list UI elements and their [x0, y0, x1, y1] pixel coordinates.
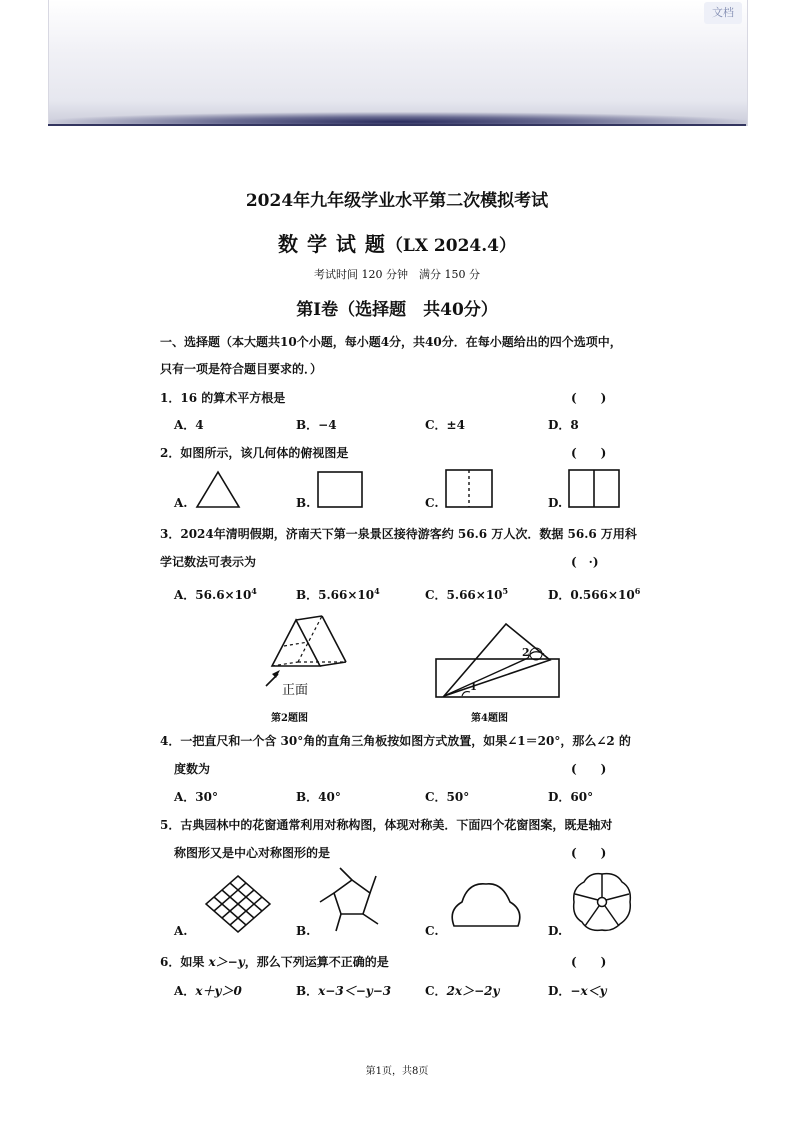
q3-option-a	[174, 586, 257, 603]
q2-option-a: A.	[174, 496, 188, 510]
q6-answer-bracket: ( )	[571, 955, 607, 969]
q6-option-c-math: 2x＞−2y	[446, 984, 500, 998]
q3-option-a-exp: 4	[251, 586, 257, 596]
scan-header-band	[48, 0, 748, 126]
q5-option-d: D.	[548, 924, 563, 938]
q3-option-c-exp: 5	[502, 586, 509, 596]
q2-option-c-rect-dashed	[444, 468, 496, 510]
exam-time-info: 考试时间 120 分钟 满分 150 分	[314, 268, 480, 281]
q1-answer-bracket: ( )	[571, 391, 607, 405]
q2-option-d: D.	[548, 496, 563, 510]
q3-option-d	[548, 586, 640, 603]
exam-title: 2024年九年级学业水平第二次模拟考试	[245, 191, 549, 211]
q6-option-b-letter: B．	[296, 984, 319, 998]
q1-option-a: A．4	[174, 418, 204, 432]
q3-stem-line2: 学记数法可表示为	[160, 555, 257, 569]
q3-option-a-base: A．56.6×10	[174, 588, 252, 602]
scan-edge	[48, 124, 746, 126]
q3-stem-line1: 3．2024年清明假期，济南天下第一泉景区接待游客约 56.6 万人次．数据 56.6 万用科	[160, 527, 637, 541]
q3-option-d-exp: 6	[634, 586, 641, 596]
fig2-front-label: 正面	[282, 683, 309, 698]
q6-stem	[160, 953, 389, 970]
q3-option-b-exp: 4	[374, 586, 380, 596]
q5-answer-bracket: ( )	[571, 846, 607, 860]
q3-answer-bracket: ( ·)	[571, 555, 599, 569]
section-heading-line2: 只有一项是符合题目要求的．）	[160, 362, 323, 376]
q6-option-d-math: −x＜y	[570, 984, 607, 998]
q5-stem-line1: 5．古典园林中的花窗通常利用对称构图，体现对称美．下面四个花窗图案，既是轴对	[160, 818, 613, 832]
q6-option-c-letter: C．	[425, 984, 447, 998]
q4-option-c: C．50°	[425, 790, 470, 804]
q6-option-b	[296, 982, 391, 999]
q2-answer-bracket: ( )	[571, 446, 607, 460]
q6-stem-pre: 6．如果	[160, 955, 209, 969]
page-footer: 第1页，共8页	[365, 1066, 429, 1077]
fig4-ruler-and-triangle	[432, 622, 564, 702]
q2-option-b-rectangle	[316, 470, 366, 510]
q5-option-b: B.	[296, 924, 311, 938]
fig2-caption: 第2题图	[271, 713, 308, 724]
subject-name: 数 学 试 题	[277, 232, 386, 256]
q6-option-a-math: x＋y＞0	[195, 984, 242, 998]
q2-option-a-triangle	[195, 470, 241, 510]
q6-stem-math: x＞−y	[208, 955, 245, 969]
q6-option-d-letter: D．	[548, 984, 571, 998]
q1-stem: 1．16 的算术平方根是	[160, 391, 286, 405]
section-heading-line1: 一、选择题（本大题共10个小题，每小题4分，共40分．在每小题给出的四个选项中，	[160, 335, 622, 349]
q3-option-b	[296, 586, 380, 603]
subject-code: （LX 2024.4）	[385, 236, 516, 256]
q2-option-c: C.	[425, 496, 439, 510]
q2-stem: 2．如图所示，该几何体的俯视图是	[160, 446, 349, 460]
q1-option-d: D．8	[548, 418, 579, 432]
q5-option-c: C.	[425, 924, 439, 938]
q1-option-b: B．−4	[296, 418, 337, 432]
q5-option-b-pinwheel-window	[318, 866, 386, 934]
q6-option-c	[425, 982, 499, 999]
q6-option-b-math: x−3＜−y−3	[318, 984, 392, 998]
q5-option-a-lattice-window	[200, 872, 276, 936]
q5-option-c-cloud-window	[450, 878, 522, 930]
q2-option-b: B.	[296, 496, 311, 510]
q6-option-a	[174, 982, 242, 999]
q5-option-a: A.	[174, 924, 188, 938]
fig4-angle1-label: 1	[470, 682, 477, 693]
q3-option-b-base: B．5.66×10	[296, 588, 375, 602]
q1-option-c: C．±4	[425, 418, 465, 432]
q6-option-d	[548, 982, 607, 999]
q3-option-c-base: C．5.66×10	[425, 588, 503, 602]
q4-option-a: A．30°	[174, 790, 219, 804]
q4-option-b: B．40°	[296, 790, 341, 804]
subject-title	[0, 228, 794, 257]
q5-stem-line2: 称图形又是中心对称图形的是	[174, 846, 331, 860]
part-title: 第Ⅰ卷（选择题 共40分）	[296, 300, 498, 320]
q4-option-d: D．60°	[548, 790, 594, 804]
q3-option-d-base: D．0.566×10	[548, 588, 635, 602]
q4-stem-line2: 度数为	[174, 762, 211, 776]
q4-answer-bracket: ( )	[571, 762, 607, 776]
q6-stem-post: ，那么下列运算不正确的是	[244, 955, 389, 969]
fig4-angle2-label: 2	[522, 646, 530, 659]
q6-option-a-letter: A．	[174, 984, 196, 998]
q2-option-d-rect-solid	[567, 468, 623, 510]
q3-option-c	[425, 586, 508, 603]
fig4-caption: 第4题图	[471, 713, 508, 724]
corner-watermark: 文档	[704, 2, 742, 24]
q4-stem-line1: 4．一把直尺和一个含 30°角的直角三角板按如图方式放置，如果∠1＝20°，那么∠2 的	[160, 734, 631, 748]
q5-option-d-flower-window	[570, 870, 634, 934]
